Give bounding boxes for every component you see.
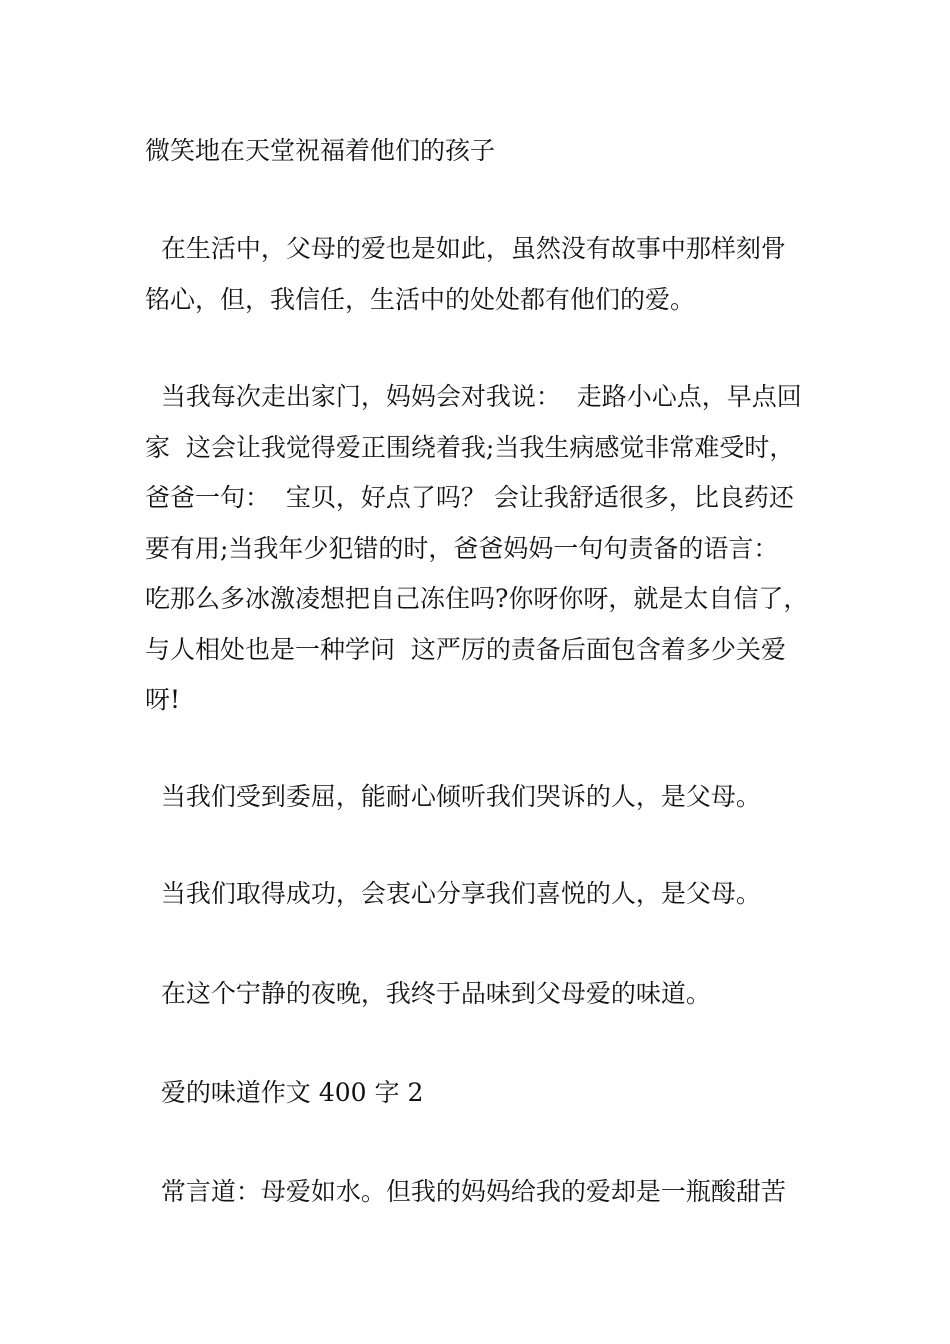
paragraph-6: 在这个宁静的夜晚，我终于品味到父母爱的味道。 (145, 979, 711, 1008)
paragraph-5: 当我们取得成功，会衷心分享我们喜悦的人，是父母。 (145, 879, 761, 908)
section-heading: 爱的味道作文 400 字 2 (145, 1078, 424, 1107)
paragraph-4: 当我们受到委屈，能耐心倾听我们哭诉的人，是父母。 (145, 782, 761, 811)
paragraph-7: 常言道：母爱如水。但我的妈妈给我的爱却是一瓶酸甜苦 (145, 1177, 786, 1206)
paragraph-1: 微笑地在天堂祝福着他们的孩子 (145, 136, 496, 165)
paragraph-2: 在生活中，父母的爱也是如此，虽然没有故事中那样刻骨铭心，但，我信任，生活中的处处都有他们的爱。 (145, 234, 786, 314)
paragraph-3: 当我每次走出家门，妈妈会对我说： 走路小心点，早点回家 这会让我觉得爱正围绕着我;当我生病感觉非常难受时，爸爸一句： 宝贝，好点了吗？ 会让我舒适很多，比良药还要有用;当我年少犯错的时，爸爸妈妈一句句责备的语言： 吃那么多冰激凌想把自己冻住吗?你呀你呀，就是太自信了，与人相处也是一种学问 这严厉的责备后面包含着多少关爱呀! (145, 382, 809, 714)
